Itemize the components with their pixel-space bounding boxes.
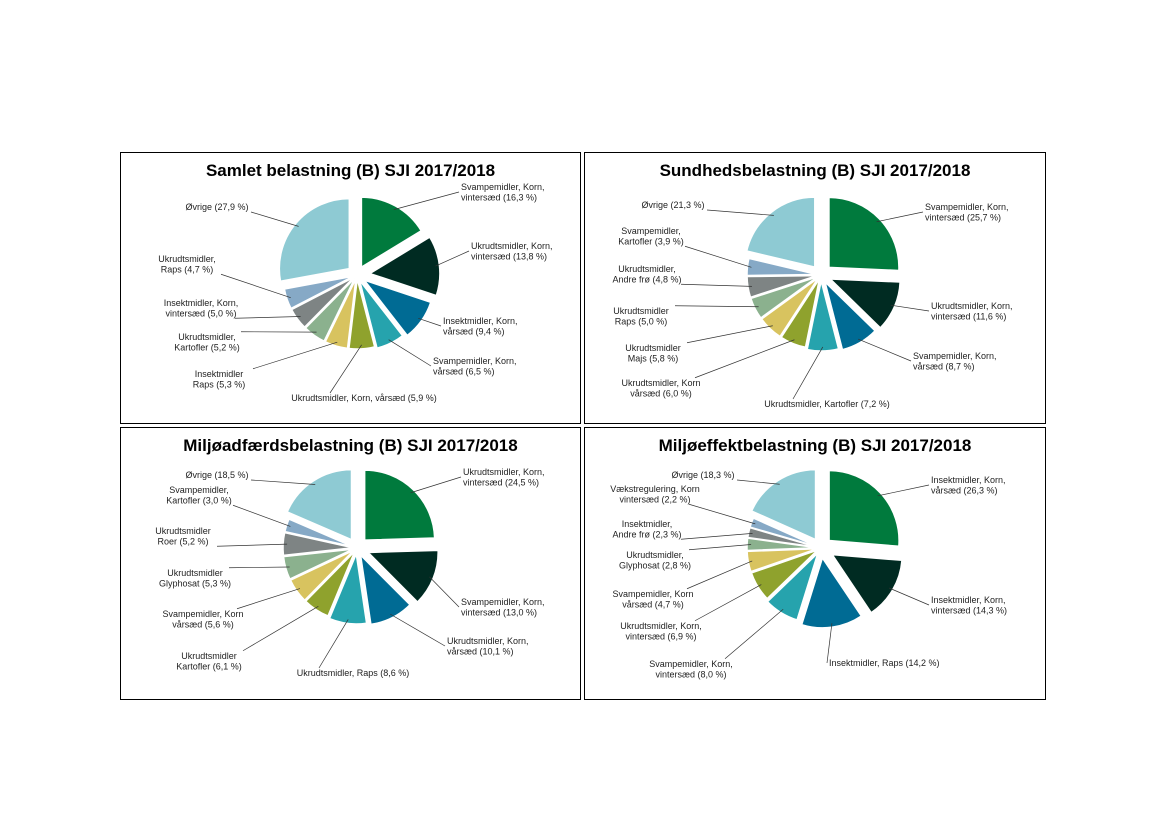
slice-label — [443, 316, 518, 337]
slice-label — [649, 659, 733, 680]
slice-label — [185, 202, 248, 212]
slice-label-line: Ukrudtsmidler, — [178, 331, 236, 342]
leader-line — [687, 326, 773, 343]
slice-label-line: vintersæd (13,8 %) — [471, 251, 548, 262]
leader-line — [707, 210, 774, 215]
leader-line — [858, 339, 911, 361]
slice-label-line: Ukrudtsmidler, Korn, — [447, 635, 529, 646]
slice-label — [447, 636, 529, 657]
slice-label — [612, 589, 693, 610]
slice-label-line: vårsæd (6,0 %) — [630, 388, 692, 399]
slice-label-line: Ukrudtsmidler — [625, 342, 681, 353]
slice-label-line: Roer (5,2 %) — [157, 536, 209, 547]
slice-label-line: Øvrige (18,5 %) — [185, 470, 249, 480]
slice-label — [174, 332, 240, 353]
slice-label-line: Svampemidler, Korn — [162, 608, 244, 619]
slice-label — [613, 306, 669, 327]
slice-label-line: Øvrige (21,3 %) — [641, 200, 705, 210]
chart-title: Sundhedsbelastning (B) SJI 2017/2018 — [659, 161, 971, 180]
leader-line — [330, 345, 362, 393]
slice-label-line: Ukrudtsmidler, Korn, — [471, 240, 553, 251]
slice-label-line: Svampemidler, Korn, — [649, 658, 733, 669]
leader-line — [695, 340, 794, 378]
slice-label — [931, 301, 1013, 322]
slice-label — [471, 241, 553, 262]
slice-label — [641, 200, 704, 210]
leader-line — [319, 619, 348, 668]
slice-label-line: Svampemidler, Korn — [612, 588, 694, 599]
pie-chart-miljoadfaerd — [121, 428, 582, 701]
slice-label — [625, 343, 681, 364]
leader-line — [675, 306, 759, 307]
slice-label-line: Insektmidler, Raps (14,2 %) — [829, 658, 940, 668]
slice-label — [185, 470, 248, 480]
slice-label-line: vårsæd (10,1 %) — [447, 646, 514, 657]
slice-label-line: vårsæd (26,3 %) — [931, 485, 998, 496]
leader-line — [878, 485, 929, 496]
leader-line — [411, 477, 461, 493]
slice-label — [193, 369, 246, 390]
slice-label — [176, 651, 242, 672]
slice-label-line: Svampemidler, Korn, — [913, 350, 997, 361]
slice-label — [166, 485, 232, 506]
leader-line — [689, 544, 751, 549]
slice-label — [931, 475, 1006, 496]
slice-label-line: vårsæd (9,4 %) — [443, 326, 505, 337]
slice-label — [162, 609, 243, 630]
slice-label-line: Svampemidler, Korn, — [461, 181, 545, 192]
slice-label-line: Ukrudtsmidler — [155, 525, 211, 536]
pie-chart-samlet — [121, 153, 582, 425]
slice-label — [155, 526, 211, 547]
slice-label-line: vintersæd (25,7 %) — [925, 212, 1002, 223]
slice-label-line: Insektmidler, Korn, — [163, 297, 239, 308]
slice-label-line: Svampemidler, — [169, 484, 229, 495]
leader-line — [251, 480, 315, 485]
slice-label — [925, 202, 1009, 223]
leader-line — [243, 606, 318, 650]
slice-label-line: Ukrudtsmidler, Korn, — [620, 620, 702, 631]
leader-line — [229, 567, 290, 568]
slice-label — [612, 264, 681, 285]
slice-label — [158, 254, 216, 275]
leader-line — [394, 192, 459, 210]
slice-label-line: vintersæd (11,6 %) — [931, 311, 1007, 322]
slice-label-line: Kartofler (5,2 %) — [174, 342, 240, 353]
slice-label-line: Insektmidler, Korn, — [931, 474, 1006, 485]
slice-label — [618, 226, 684, 247]
chart-title: Samlet belastning (B) SJI 2017/2018 — [205, 161, 496, 180]
chart-title: Miljøadfærdsbelastning (B) SJI 2017/2018 — [183, 436, 518, 455]
leader-line — [418, 318, 441, 326]
slice-label-line: Glyphosat (5,3 %) — [158, 578, 232, 589]
leader-line — [429, 577, 459, 607]
slice-label-line: Ukrudtsmidler, Kartofler (7,2 %) — [764, 399, 890, 409]
slice-label — [764, 399, 890, 409]
slice-label-line: Ukrudtsmidler, Korn, vårsæd (5,9 %) — [291, 393, 437, 403]
slice-label-line: Øvrige (18,3 %) — [671, 470, 735, 480]
slice-label-line: vintersæd (13,0 %) — [461, 607, 538, 618]
pie-slice — [829, 471, 899, 547]
slice-label-line: vårsæd (6,5 %) — [433, 366, 495, 377]
pie-slice — [279, 199, 349, 282]
leader-line — [687, 561, 752, 589]
leader-line — [725, 609, 783, 658]
slice-label-line: vårsæd (4,7 %) — [622, 599, 684, 610]
slice-label-line: Ukrudtsmidler — [167, 567, 223, 578]
pie-chart-panel-miljoeffekt — [584, 427, 1046, 700]
leader-line — [689, 504, 755, 524]
slice-label — [610, 484, 700, 505]
slice-label-line: Insektmidler, Korn, — [443, 315, 518, 326]
slice-label-line: Svampemidler, Korn, — [925, 201, 1009, 212]
pie-slice — [365, 470, 435, 540]
slice-label-line: Ukrudtsmidler, Korn, — [463, 466, 545, 477]
slice-label — [620, 621, 702, 642]
leader-line — [877, 212, 923, 222]
slice-label — [433, 356, 517, 377]
slice-label-line: Kartofler (3,0 %) — [166, 495, 232, 506]
slice-label-line: Andre frø (4,8 %) — [612, 274, 682, 285]
slice-label-line: vintersæd (24,5 %) — [463, 477, 540, 488]
slice-label-line: vintersæd (8,0 %) — [655, 669, 727, 680]
slice-label — [291, 393, 437, 403]
slice-label-line: Vækstregulering, Korn — [610, 483, 700, 494]
slice-label-line: Ukrudtsmidler — [181, 650, 237, 661]
slice-label-line: Ukrudtsmidler, — [158, 253, 216, 264]
slice-label-line: Svampemidler, Korn, — [461, 596, 545, 607]
slice-label — [159, 568, 231, 589]
leader-line — [681, 284, 752, 286]
leader-line — [390, 614, 445, 646]
slice-label-line: Andre frø (2,3 %) — [612, 529, 682, 540]
pie-chart-panel-samlet — [120, 152, 581, 424]
slice-label-line: Insektmidler, — [621, 518, 673, 529]
leader-line — [737, 480, 780, 484]
pie-chart-panel-sundhed — [584, 152, 1046, 424]
slice-label-line: vårsæd (8,7 %) — [913, 361, 975, 372]
slice-label — [164, 298, 239, 319]
slice-label — [671, 470, 734, 480]
slice-label — [461, 182, 545, 203]
leader-line — [217, 544, 287, 546]
slice-label — [463, 467, 545, 488]
slice-label — [913, 351, 997, 372]
leader-line — [235, 317, 301, 319]
slice-label-line: Insektmidler — [194, 368, 244, 379]
slice-label-line: vintersæd (6,9 %) — [625, 631, 697, 642]
slice-label-line: Svampemidler, — [621, 225, 681, 236]
slice-label-line: Majs (5,8 %) — [627, 353, 679, 364]
pie-chart-panel-miljoadfaerd — [120, 427, 581, 700]
pie-slice — [747, 197, 815, 267]
slice-label-line: Raps (5,0 %) — [614, 316, 668, 327]
leader-line — [681, 533, 753, 539]
leader-line — [251, 212, 299, 226]
pie-chart-miljoeffekt — [585, 428, 1047, 701]
slice-label-line: Kartofler (3,9 %) — [618, 236, 684, 247]
slice-label — [829, 658, 940, 668]
leader-line — [237, 589, 300, 609]
leader-line — [389, 340, 431, 366]
slice-label — [297, 668, 410, 678]
pie-chart-sundhed — [585, 153, 1047, 425]
slice-label-line: Ukrudtsmidler — [613, 305, 669, 316]
slice-label-line: vintersæd (2,2 %) — [619, 494, 691, 505]
slice-label — [619, 550, 691, 571]
leader-line — [695, 585, 761, 621]
leader-line — [889, 588, 929, 605]
slice-label — [461, 597, 545, 618]
leader-line — [891, 305, 929, 311]
leader-line — [435, 251, 469, 266]
slice-label — [931, 595, 1007, 616]
slice-label-line: Øvrige (27,9 %) — [185, 202, 249, 212]
slice-label-line: Raps (5,3 %) — [192, 379, 246, 390]
slice-label-line: Ukrudtsmidler, Korn — [621, 377, 701, 388]
slice-label-line: Ukrudtsmidler, Korn, — [931, 300, 1013, 311]
slice-label-line: Ukrudtsmidler, — [618, 263, 676, 274]
slice-label — [621, 378, 700, 399]
slice-label-line: Glyphosat (2,8 %) — [618, 560, 692, 571]
slice-label — [612, 519, 681, 540]
leader-line — [253, 342, 337, 369]
slice-label-line: Insektmidler, Korn, — [931, 594, 1006, 605]
chart-title: Miljøeffektbelastning (B) SJI 2017/2018 — [658, 436, 972, 455]
slice-label-line: Ukrudtsmidler, — [626, 549, 684, 560]
leader-line — [793, 347, 823, 399]
leader-line — [685, 246, 751, 267]
slice-label-line: vintersæd (5,0 %) — [165, 308, 237, 319]
slice-label-line: Kartofler (6,1 %) — [176, 661, 242, 672]
leader-line — [233, 505, 290, 526]
slice-label-line: vintersæd (14,3 %) — [931, 605, 1008, 616]
slice-label-line: vintersæd (16,3 %) — [461, 192, 538, 203]
slice-label-line: vårsæd (5,6 %) — [172, 619, 234, 630]
pie-slice — [829, 197, 899, 270]
slice-label-line: Ukrudtsmidler, Raps (8,6 %) — [296, 668, 410, 678]
slice-label-line: Raps (4,7 %) — [160, 264, 214, 275]
slice-label-line: Svampemidler, Korn, — [433, 355, 517, 366]
